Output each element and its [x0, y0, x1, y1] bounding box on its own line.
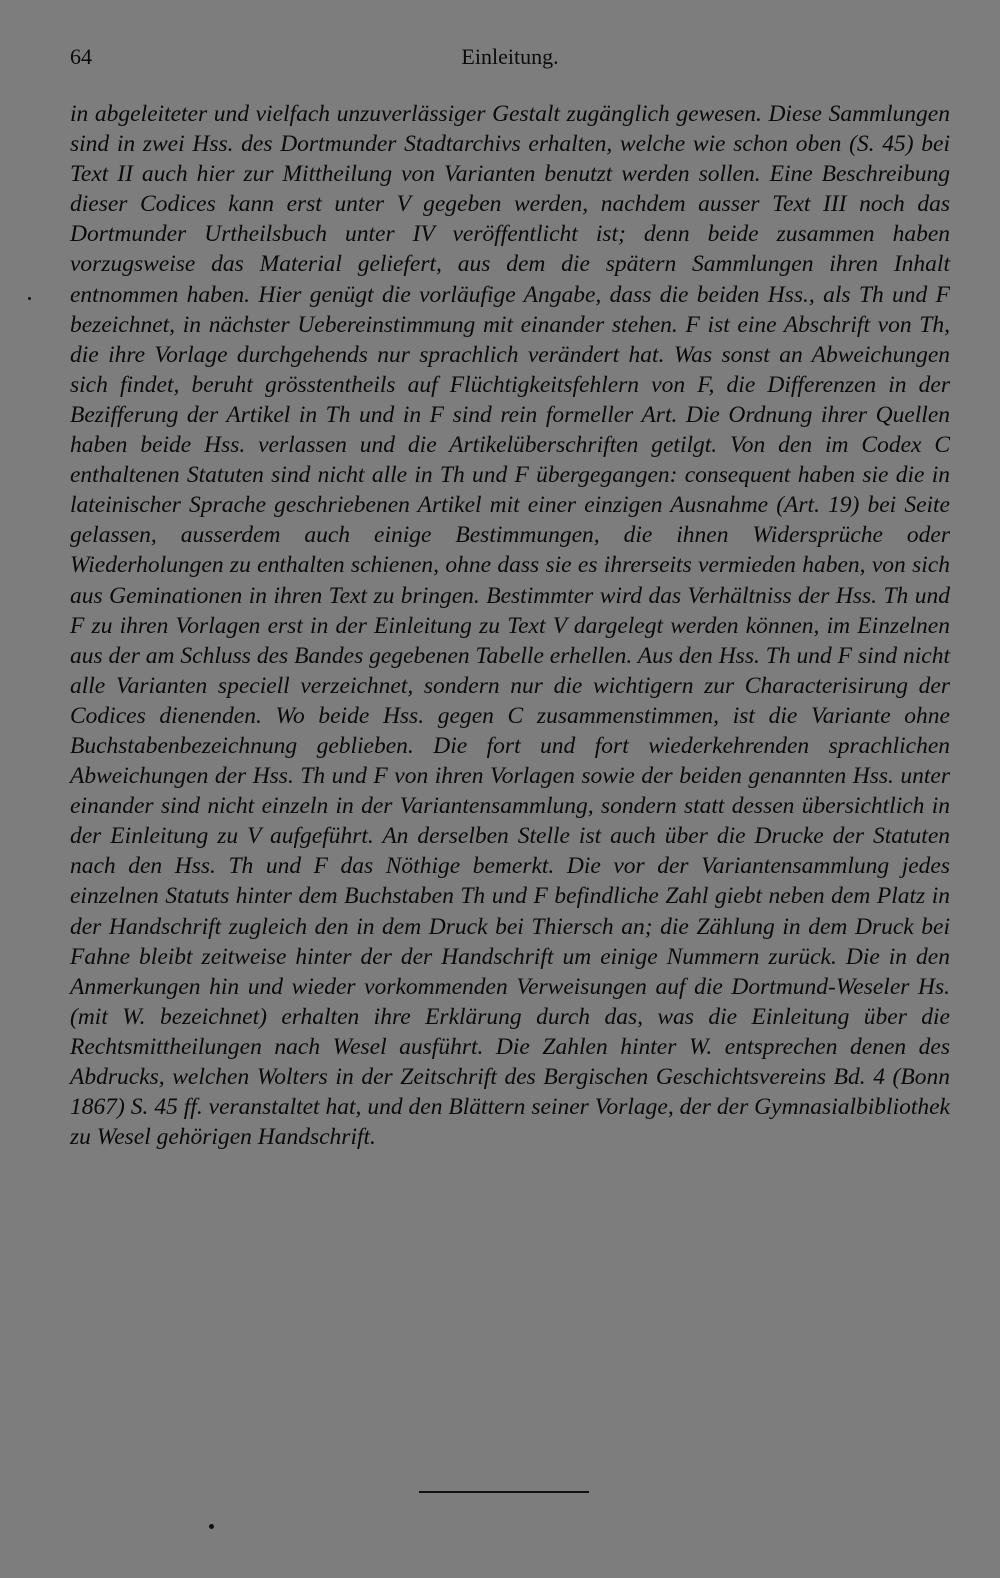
section-end-rule — [419, 1491, 589, 1493]
page-number: 64 — [70, 44, 92, 69]
page-header — [70, 44, 950, 76]
print-speck — [28, 297, 31, 300]
print-speck — [209, 1524, 214, 1529]
running-head: Einleitung. — [461, 44, 559, 69]
body-paragraph: in abgeleiteter und vielfach unzuverlässiger Gestalt zugänglich gewesen. Diese Sammlungen sind in zwei Hss. des Dortmunder Stadtarchivs erhalten, welche wie schon oben (S. 45) bei Text II auch hier zur Mittheilung von Varianten benutzt werden sollen. Eine Beschreibung dieser Codices kann erst unter V gegeben werden, nachdem ausser Text III noch das Dortmunder Urtheilsbuch unter IV veröffentlicht ist; denn beide zusammen haben vorzugsweise das Material geliefert, aus dem die spätern Sammlungen ihren Inhalt entnommen haben. Hier genügt die vorläufige Angabe, dass die beiden Hss., als Th und F bezeichnet, in nächster Uebereinstimmung mit einander stehen. F ist eine Abschrift von Th, die ihre Vorlage durchgehends nur sprachlich verändert hat. Was sonst an Abweichungen sich findet, beruht grösstentheils auf Flüchtigkeitsfehlern von F, die Differenzen in der Bezifferung der Artikel in Th und in F sind rein formeller Art. Die Ordnung ihrer Quellen haben beide Hss. verlassen und die Artikelüberschriften getilgt. Von den im Codex C enthaltenen Statuten sind nicht alle in Th und F übergegangen: consequent haben sie die in lateinischer Sprache geschriebenen Artikel mit einer einzigen Ausnahme (Art. 19) bei Seite gelassen, ausserdem auch einige Bestimmungen, die ihnen Widersprüche oder Wiederholungen zu enthalten schienen, ohne dass sie es ihrerseits vermieden haben, von sich aus Geminationen in ihren Text zu bringen. Bestimmter wird das Verhältniss der Hss. Th und F zu ihren Vorlagen erst in der Einleitung zu Text V dargelegt werden können, im Einzelnen aus der am Schluss des Bandes gegebenen Tabelle erhellen. Aus den Hss. Th und F sind nicht alle Varianten speciell verzeichnet, sondern nur die wichtigern zur Characterisirung der Codices dienenden. Wo beide Hss. gegen C zusammenstimmen, ist die Variante ohne Buchstabenbezeichnung geblieben. Die fort und fort wiederkehrenden sprachlichen Abweichungen der Hss. Th und F von ihren Vorlagen sowie der beiden genannten Hss. unter einander sind nicht einzeln in der Variantensammlung, sondern statt dessen übersichtlich in der Einleitung zu V aufgeführt. An derselben Stelle ist auch über die Drucke der Statuten nach den Hss. Th und F das Nöthige bemerkt. Die vor der Variantensammlung jedes einzelnen Statuts hinter dem Buchstaben Th und F befindliche Zahl giebt neben dem Platz in der Handschrift zugleich den in dem Druck bei Thiersch an; die Zählung in dem Druck bei Fahne bleibt zeitweise hinter der der Handschrift um einige Nummern zurück. Die in den Anmerkungen hin und wieder vorkommenden Verweisungen auf die Dortmund-Weseler Hs. (mit W. bezeichnet) erhalten ihre Erklärung durch das, was die Einleitung über die Rechtsmittheilungen nach Wesel ausführt. Die Zahlen hinter W. entsprechen denen des Abdrucks, welchen Wolters in der Zeitschrift des Bergischen Geschichtsvereins Bd. 4 (Bonn 1867) S. 45 ff. veranstaltet hat, und den Blättern seiner Vorlage, der der Gymnasialbibliothek zu Wesel gehörigen Handschrift. — [70, 101, 950, 1151]
